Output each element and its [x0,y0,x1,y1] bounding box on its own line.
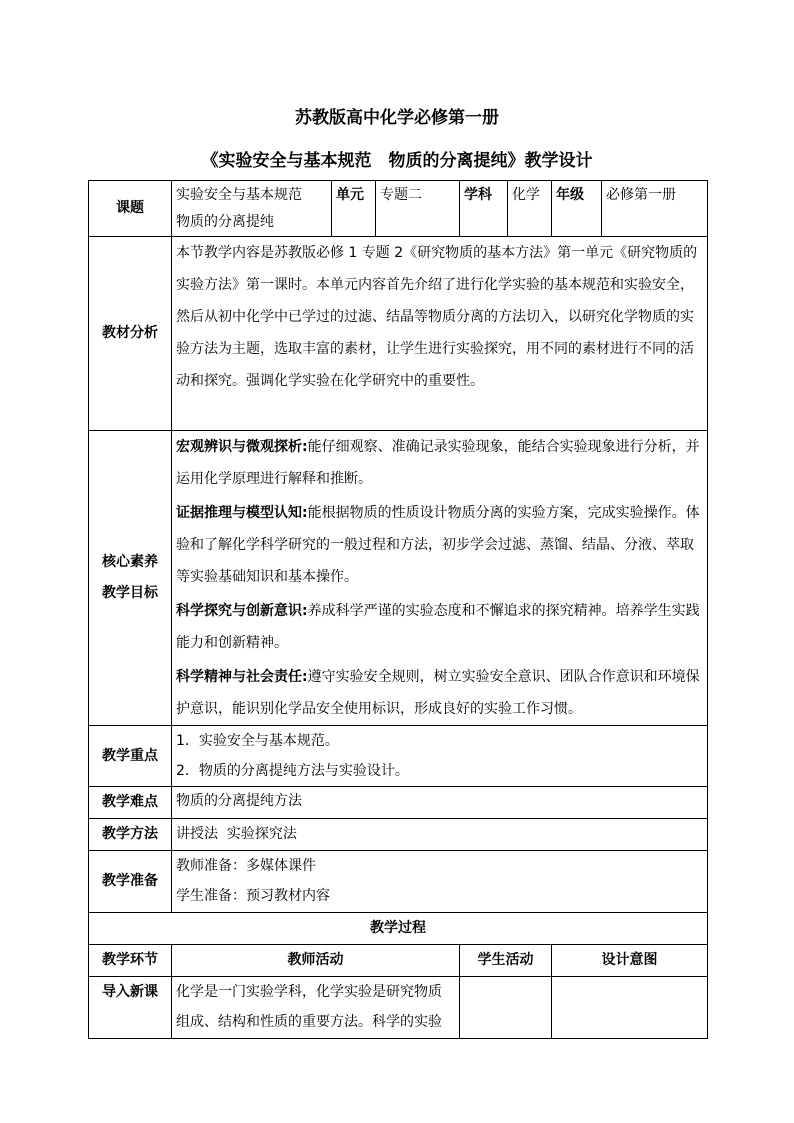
preparation-label: 教学准备 [89,851,172,913]
difficulty-row [89,787,708,819]
literacy-item [176,431,703,495]
col-stage: 教学环节 [89,945,172,977]
textbook-analysis-text: 本节教学内容是苏教版必修 1 专题 2《研究物质的基本方法》第一单元《研究物质的实验方法》第一课时。本单元内容首先介绍了进行化学实验的基本规范和实验安全，然后从初中化学中已学过的过滤、结晶等物质分离的方法切入，以研究化学物质的实验方法为主题，选取丰富的素材，让学生进行实验探究，用不同的素材进行不同的活动和探究。强调化学实验在化学研究中的重要性。 [172,237,708,431]
topic-label: 课题 [89,181,172,237]
process-student-activity [460,977,552,1039]
topic-row [89,181,708,237]
topic-line2: 物质的分离提纯 [176,214,274,230]
subject-value: 化学 [508,181,552,237]
textbook-analysis-label: 教材分析 [89,237,172,431]
difficulty-label: 教学难点 [89,787,172,819]
key-points-label: 教学重点 [89,726,172,787]
preparation-teacher: 教师准备：多媒体课件 [176,858,316,874]
literacy-heading: 宏观辨识与微观探析: [176,439,308,455]
methods-text: 讲授法 实验探究法 [172,819,708,851]
process-teacher-activity: 化学是一门实验学科，化学实验是研究物质组成、结构和性质的重要方法。科学的实验 [172,977,460,1039]
methods-label: 教学方法 [89,819,172,851]
grade-label: 年级 [552,181,602,237]
unit-value: 专题二 [376,181,460,237]
key-point-item: 2．物质的分离提纯方法与实验设计。 [176,763,409,779]
process-title-row [89,913,708,945]
subject-label: 学科 [460,181,508,237]
literacy-text: 能根据物质的性质设计物质分离的实验方案，完成实验操作。体验和了解化学科学研究的一般过程和方法，初步学会过滤、蒸馏、结晶、分液、萃取等实验基础知识和基本操作。 [176,505,700,585]
literacy-item [176,595,703,659]
literacy-text: 能仔细观察、准确记录实验现象，能结合实验现象进行分析，并运用化学原理进行解释和推断。 [176,439,700,487]
lesson-plan-table [88,180,708,1039]
textbook-analysis-row [89,237,708,431]
literacy-heading: 科学探究与创新意识: [176,603,308,619]
literacy-text: 养成科学严谨的实验态度和不懈追求的探究精神。培养学生实践能力和创新精神。 [176,603,700,651]
col-intent: 设计意图 [552,945,708,977]
grade-value: 必修第一册 [602,181,708,237]
process-stage: 导入新课 [89,977,172,1039]
process-header-row [89,945,708,977]
preparation-row [89,851,708,913]
document-subtitle: 《实验安全与基本规范 物质的分离提纯》教学设计 [201,151,593,171]
literacy-item [176,661,703,725]
literacy-item [176,497,703,593]
literacy-heading: 科学精神与社会责任: [176,669,308,685]
process-intent [552,977,708,1039]
process-row [89,977,708,1039]
document-title: 苏教版高中化学必修第一册 [295,108,499,128]
topic-line1: 实验安全与基本规范 [176,187,302,203]
literacy-text: 遵守实验安全规则，树立实验安全意识、团队合作意识和环境保护意识，能识别化学品安全使用标识，形成良好的实验工作习惯。 [176,669,700,717]
core-literacy-label-line2: 教学目标 [102,585,158,601]
core-literacy-label [89,431,172,726]
core-literacy-label-line1: 核心素养 [102,554,158,570]
key-points-row [89,726,708,787]
col-student: 学生活动 [460,945,552,977]
methods-row [89,819,708,851]
literacy-heading: 证据推理与模型认知: [176,505,308,521]
core-literacy-row [89,431,708,726]
key-point-item: 1．实验安全与基本规范。 [176,733,339,749]
unit-label: 单元 [332,181,376,237]
process-title: 教学过程 [89,913,708,945]
preparation-student: 学生准备：预习教材内容 [176,888,330,904]
col-teacher: 教师活动 [172,945,460,977]
difficulty-text: 物质的分离提纯方法 [172,787,708,819]
